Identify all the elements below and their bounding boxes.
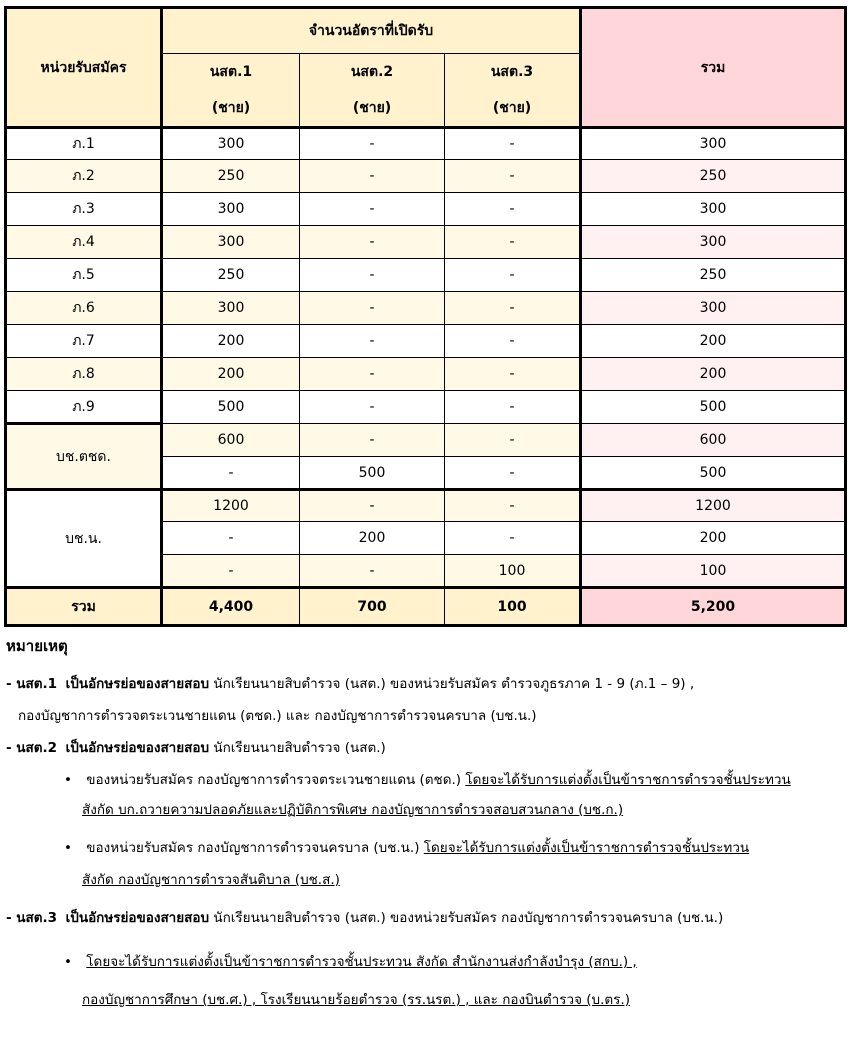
cell-total: 500 [581,457,846,490]
cell-c3: - [445,226,581,259]
cell-c1: 300 [162,193,300,226]
cell-c3: - [445,391,581,424]
cell-c3: - [445,259,581,292]
table-row [6,358,846,391]
row-unit: ภ.9 [6,391,162,424]
cell-c3: - [445,325,581,358]
cell-c1: 500 [162,391,300,424]
note-2-text: นักเรียนนายสิบตำรวจ (นสต.) [213,740,386,756]
cell-c2: 500 [300,457,445,490]
note-2 [6,736,386,758]
bullet-icon: • [64,954,72,970]
cell-c2: - [300,193,445,226]
cell-c3: 100 [445,555,581,588]
cell-total: 250 [581,259,846,292]
footer-total: 5,200 [581,588,846,626]
table-row [6,193,846,226]
cell-c2: - [300,490,445,522]
row-unit: ภ.2 [6,160,162,193]
footer-c1: 4,400 [162,588,300,626]
note-2-bullet-1 [64,768,791,790]
note-2-b1-plain: ของหน่วยรับสมัคร กองบัญชาการตำรวจตระเวนชายแดน (ตชด.) [86,772,462,788]
cell-c2: - [300,325,445,358]
note-1-code: - นสต.1 [6,676,58,692]
header-sub-2: นสต.2 (ชาย) [300,54,445,128]
table-row [6,128,846,160]
cell-c1: - [162,555,300,588]
row-unit-bchd: บช.ตชด. [6,424,162,490]
header-unit: หน่วยรับสมัคร [6,8,162,128]
row-unit: ภ.6 [6,292,162,325]
cell-c1: - [162,457,300,490]
table-row [6,292,846,325]
note-1-bold: เป็นอักษรย่อของสายสอบ [65,676,210,692]
cell-total: 600 [581,424,846,457]
note-3-b1-line2: กองบัญชาการศึกษา (บช.ศ.) , โรงเรียนนายร้อยตำรวจ (รร.นรต.) , และ กองบินตำรวจ (บ.ตร.) [82,992,630,1008]
footer-c3: 100 [445,588,581,626]
cell-total: 500 [581,391,846,424]
cell-c1: 600 [162,424,300,457]
note-2-bullet-2 [64,836,749,858]
header-sub-3: นสต.3 (ชาย) [445,54,581,128]
row-unit: ภ.3 [6,193,162,226]
cell-c2: - [300,160,445,193]
bullet-icon: • [64,840,72,856]
cell-c1: 1200 [162,490,300,522]
cell-c2: - [300,358,445,391]
row-unit-bchn: บช.น. [6,490,162,588]
cell-c3: - [445,358,581,391]
cell-total: 300 [581,226,846,259]
note-1-line2: กองบัญชาการตำรวจตระเวนชายแดน (ตชด.) และ กองบัญชาการตำรวจนครบาล (บช.น.) [18,708,537,724]
note-3-bullet-1 [64,950,637,972]
table-row [6,490,846,522]
note-3-b1: โดยจะได้รับการแต่งตั้งเป็นข้าราชการตำรวจชั้นประทวน สังกัด สำนักงานส่งกำลังบำรุง (สกบ.) , [86,954,637,970]
cell-c3: - [445,490,581,522]
note-2-code: - นสต.2 [6,740,58,756]
note-2-bold: เป็นอักษรย่อของสายสอบ [65,740,210,756]
cell-c3: - [445,424,581,457]
table-footer-row [6,588,846,626]
note-1 [6,672,694,694]
row-unit: ภ.1 [6,128,162,160]
cell-total: 100 [581,555,846,588]
notes-heading: หมายเหตุ [6,637,68,655]
cell-total: 200 [581,522,846,555]
cell-c3: - [445,522,581,555]
table-row [6,325,846,358]
cell-c2: - [300,555,445,588]
cell-total: 250 [581,160,846,193]
cell-c2: - [300,391,445,424]
cell-c2: - [300,424,445,457]
cell-c1: 300 [162,128,300,160]
cell-c1: 300 [162,292,300,325]
note-2-b2-plain: ของหน่วยรับสมัคร กองบัญชาการตำรวจนครบาล (บช.น.) [86,840,420,856]
cell-c1: 300 [162,226,300,259]
cell-c3: - [445,128,581,160]
cell-c2: 200 [300,522,445,555]
note-2-b2-line2: สังกัด กองบัญชาการตำรวจสันติบาล (บช.ส.) [82,872,340,888]
note-3-text: นักเรียนนายสิบตำรวจ (นสต.) ของหน่วยรับสมัคร กองบัญชาการตำรวจนครบาล (บช.น.) [213,910,724,926]
table-row [6,391,846,424]
cell-c2: - [300,128,445,160]
cell-c3: - [445,193,581,226]
cell-c2: - [300,259,445,292]
cell-c1: - [162,522,300,555]
row-unit: ภ.7 [6,325,162,358]
cell-c1: 200 [162,358,300,391]
recruitment-table [4,6,847,627]
cell-total: 1200 [581,490,846,522]
cell-total: 200 [581,358,846,391]
note-3-code: - นสต.3 [6,910,58,926]
cell-total: 200 [581,325,846,358]
note-3-bold: เป็นอักษรย่อของสายสอบ [65,910,210,926]
note-2-b2-underline: โดยจะได้รับการแต่งตั้งเป็นข้าราชการตำรวจชั้นประทวน [423,840,750,856]
header-total: รวม [581,8,846,128]
header-group: จำนวนอัตราที่เปิดรับ [162,8,581,54]
cell-c1: 200 [162,325,300,358]
note-1-text: นักเรียนนายสิบตำรวจ (นสต.) ของหน่วยรับสมัคร ตำรวจภูธรภาค 1 - 9 (ภ.1 – 9) , [213,676,695,692]
note-2-b1-underline: โดยจะได้รับการแต่งตั้งเป็นข้าราชการตำรวจชั้นประทวน [465,772,791,788]
table-row [6,259,846,292]
cell-c3: - [445,292,581,325]
row-unit: ภ.4 [6,226,162,259]
footer-c2: 700 [300,588,445,626]
bullet-icon: • [64,772,72,788]
note-3 [6,906,723,928]
cell-c1: 250 [162,259,300,292]
row-unit: ภ.5 [6,259,162,292]
header-sub-1: นสต.1 (ชาย) [162,54,300,128]
cell-c2: - [300,292,445,325]
cell-c1: 250 [162,160,300,193]
row-unit: ภ.8 [6,358,162,391]
table-row [6,160,846,193]
table-row [6,226,846,259]
cell-c3: - [445,160,581,193]
cell-total: 300 [581,193,846,226]
footer-label: รวม [6,588,162,626]
note-2-b1-line2: สังกัด บก.ถวายความปลอดภัยและปฏิบัติการพิเศษ กองบัญชาการตำรวจสอบสวนกลาง (บช.ก.) [82,802,624,818]
cell-total: 300 [581,128,846,160]
cell-c3: - [445,457,581,490]
table-row [6,424,846,457]
cell-c2: - [300,226,445,259]
cell-total: 300 [581,292,846,325]
